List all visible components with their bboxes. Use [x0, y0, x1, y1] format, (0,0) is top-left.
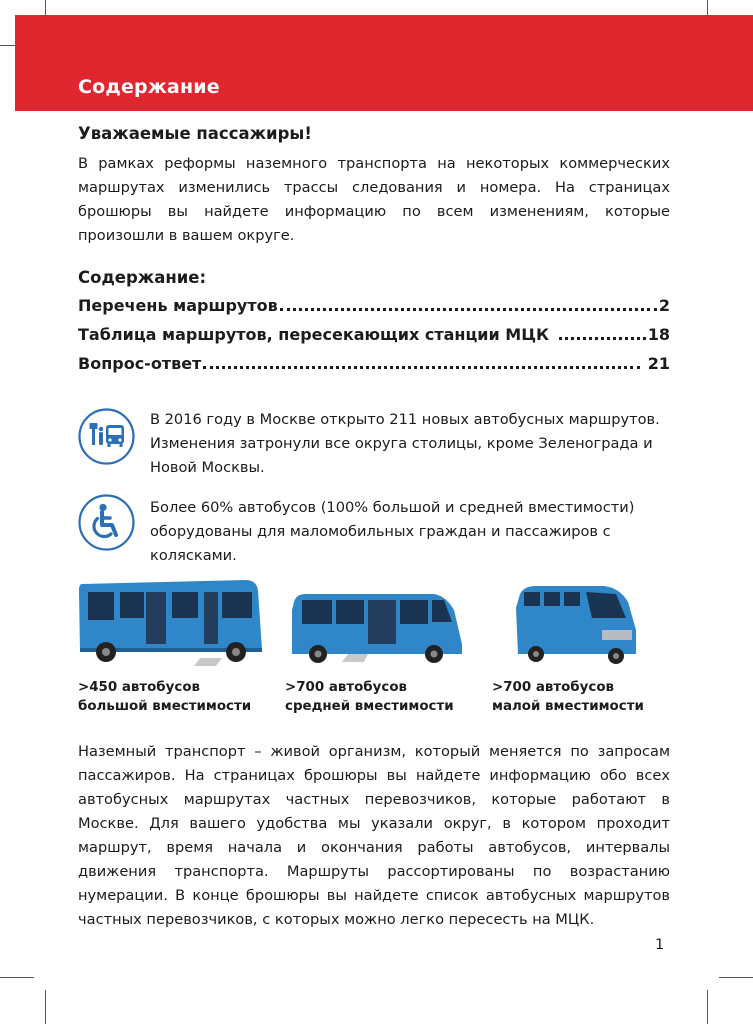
page-title: Содержание — [78, 76, 220, 98]
bus-stop-icon — [78, 408, 135, 465]
crop-mark — [707, 990, 708, 1024]
toc-item[interactable] — [78, 354, 670, 383]
fleet-caption — [492, 678, 644, 716]
medium-bus-illustration — [286, 588, 466, 668]
toc-leader-dots — [559, 337, 646, 340]
table-of-contents — [78, 296, 670, 383]
fleet-size: средней вместимости — [285, 699, 454, 714]
crop-mark — [45, 990, 46, 1024]
intro-heading: Уважаемые пассажиры! — [78, 124, 312, 143]
fact-text: Более 60% автобусов (100% большой и средней вместимости) оборудованы для маломобильных граждан и пассажиров с колясками. — [150, 499, 635, 564]
fleet-size: малой вместимости — [492, 699, 644, 714]
fact-text: В 2016 году в Москве открыто 211 новых автобусных маршрутов. Изменения затронули все округа столицы, кроме Зеленограда и Новой Москвы. — [150, 411, 660, 476]
toc-item-label: Перечень маршрутов — [78, 296, 278, 315]
intro-text: В рамках реформы наземного транспорта на некоторых коммерческих маршрутах изменились трассы следования и номера. На страницах брошюры вы найдете информацию по всем изменениям, которые произошли в вашем округе. — [78, 155, 670, 244]
crop-mark — [719, 977, 753, 978]
toc-item-page: 2 — [658, 296, 670, 315]
small-bus-illustration — [512, 582, 640, 668]
fleet-caption — [78, 678, 251, 716]
toc-leader-dots — [280, 308, 657, 311]
large-bus-image — [76, 574, 264, 670]
toc-item[interactable] — [78, 296, 670, 325]
fleet-count: >700 автобусов — [492, 680, 614, 695]
fleet-size: большой вместимости — [78, 699, 252, 714]
medium-bus-image — [286, 588, 466, 668]
wheelchair-icon — [78, 494, 135, 551]
toc-item-label: Вопрос-ответ — [78, 354, 202, 373]
toc-heading: Содержание: — [78, 268, 207, 287]
page-number: 1 — [655, 936, 665, 953]
crop-mark — [0, 977, 34, 978]
toc-item-label: Таблица маршрутов, пересекающих станции МЦК — [78, 325, 550, 344]
toc-item-page: 18 — [647, 325, 670, 344]
toc-item-page: 21 — [647, 354, 670, 373]
large-bus-illustration — [76, 574, 264, 670]
toc-leader-dots — [203, 366, 639, 369]
small-bus-image — [512, 582, 640, 668]
fleet-count: >700 автобусов — [285, 680, 407, 695]
description-text: Наземный транспорт – живой организм, который меняется по запросам пассажиров. На страницах брошюры вы найдете информацию обо всех автобусных маршрутах частных перевозчиков, которые работают в Москве. Для вашего удобства мы указали округ, в котором проходит маршрут, время начала и окончания работы автобусов, интервалы движения транспорта. Маршруты рассортированы по возрастанию нумерации. В конце брошюры вы найдете список автобусных маршрутов частных перевозчиков, с которых можно легко пересесть на МЦК. — [78, 743, 670, 928]
fleet-count: >450 автобусов — [78, 680, 200, 695]
toc-item[interactable] — [78, 325, 670, 354]
fleet-caption — [285, 678, 454, 716]
